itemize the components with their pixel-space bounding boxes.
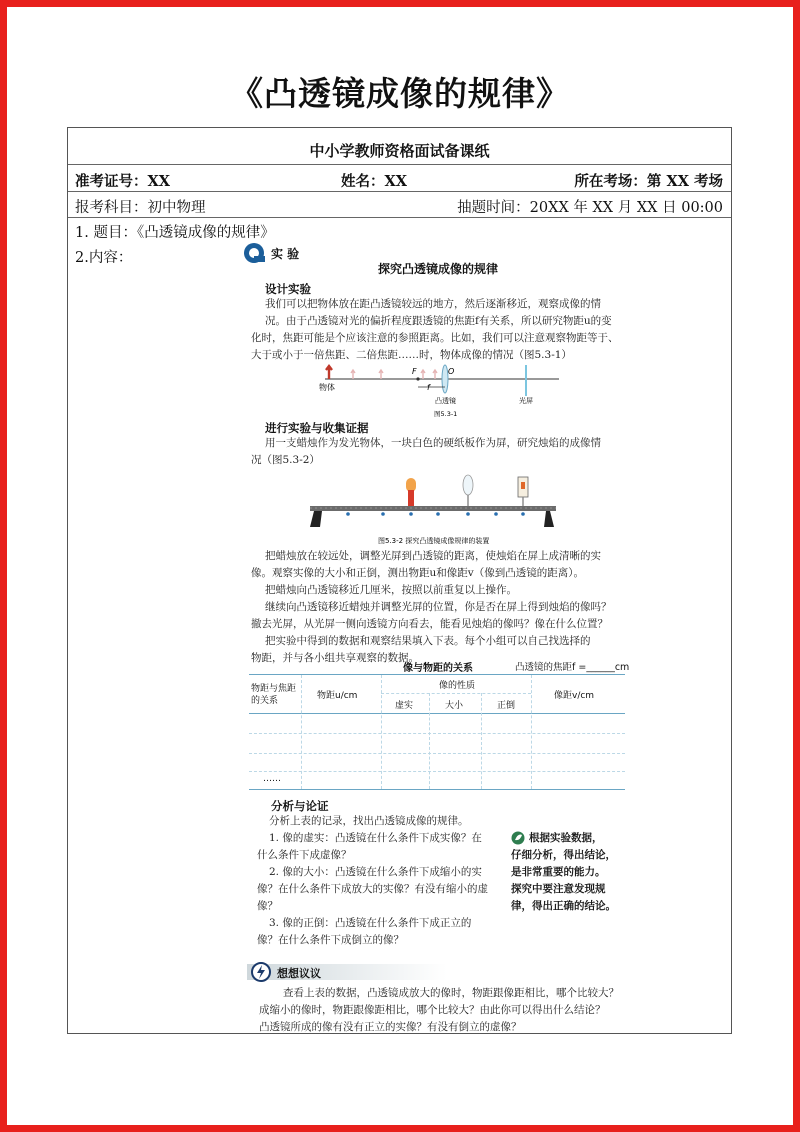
exam-venue: 所在考场：第 XX 考场 — [574, 173, 723, 190]
optical-bench-rail — [310, 506, 556, 511]
data-table — [249, 674, 625, 790]
textbook-excerpt — [243, 240, 633, 1033]
think-text: 查看上表的数据，凸透镜成放大的像时，物距跟像距相比，哪个比较大？ 成缩小的像时，物距跟像距相比，哪个比较大？由此你可以得出什么结论？ 凸透镜所成的像有没有正立的实像？有没有倒立的虚像？ — [259, 987, 619, 1033]
experiment-title: 探究凸透镜成像的规律 — [377, 262, 498, 276]
table-header-cell: 像距v/cm — [554, 691, 595, 701]
experiment-badge: 实 验 — [243, 242, 313, 264]
page-title: 《凸透镜成像的规律》 — [230, 74, 570, 113]
svg-text:图5.3-1: 图5.3-1 — [434, 410, 458, 418]
sheet-title: 中小学教师资格面试备课纸 — [309, 142, 490, 160]
svg-text:图5.3-2 探究凸透镜成像规律的装置: 图5.3-2 探究凸透镜成像规律的装置 — [378, 537, 490, 545]
candidate-name: 姓名：XX — [341, 173, 408, 190]
bench-leg-left — [310, 511, 322, 527]
object-arrow — [351, 370, 355, 379]
design-heading: 设计实验 — [265, 282, 311, 296]
figure-lens-axis — [319, 362, 563, 420]
analysis-text: 分析上表的记录，找出凸透镜成像的规律。 1. 像的虚实：凸透镜在什么条件下成实像？在 什么条件下成虚像？ 2. 像的大小：凸透镜在什么条件下成缩小的实 像？在什么条件下成放大的实像？有没有缩小的虚 像？ 3. 像的正倒：凸透镜在什么条件下成正立的 像？在什么条件下成倒立的像？ — [257, 815, 488, 946]
table-subheader-cell: 正倒 — [497, 701, 516, 711]
procedure-text: 把蜡烛放在较远处，调整光屏到凸透镜的距离，使烛焰在屏上成清晰的实 像。观察实像的大小和正倒，测出物距u和像距v（像到凸透镜的距离）。 把蜡烛向凸透镜移近几厘米，按照以前重复以上操作。 继续向凸透镜移近蜡烛并调整光屏的位置，你是否在屏上得到烛焰的像吗？ 撤去光屏，从光屏一侧向透镜方向看去，能看见烛焰的像吗？像在什么位置？ 把实验中得到的数据和观察结果填入下表。每个小组可以自己找选择的 物距，并与各小组共享观察的数据。 — [251, 550, 612, 664]
table-header-cell: 物距u/cm — [317, 691, 358, 701]
svg-text:F: F — [412, 367, 417, 376]
table-ellipsis: …… — [263, 774, 281, 784]
svg-text:光屏: 光屏 — [519, 397, 533, 405]
candle — [408, 490, 414, 506]
divider — [68, 191, 731, 192]
sidenote: 根据实验数据， 仔细分析，得出结论， 是非常重要的能力。 探究中要注意发现规 律，得出正确的结论。 — [511, 832, 616, 912]
figure-optical-bench — [308, 473, 563, 549]
divider — [68, 217, 731, 218]
table-header-cell: 物距与焦距的关系 — [251, 684, 297, 706]
focal-point — [416, 377, 419, 380]
object-arrow — [326, 366, 332, 379]
lesson-topic: 1. 题目：《凸透镜成像的规律》 — [75, 225, 275, 241]
svg-text:凸透镜: 凸透镜 — [435, 397, 456, 405]
collect-text: 用一支蜡烛作为发光物体，一块白色的硬纸板作为屏，研究烛焰的成像情 况（图5.3-2） — [251, 437, 601, 466]
table-subheader-cell: 大小 — [445, 701, 464, 711]
table-header-cell: 像的性质 — [439, 681, 476, 691]
design-text: 我们可以把物体放在距凸透镜较远的地方，然后逐渐移近，观察成像的情 况。由于凸透镜对光的偏折程度跟透镜的焦距f有关系，所以研究物距u的变 化时，焦距可能是个应该注意的参照距离。比如，我们可以注意观察物距等于、 大于或小于一倍焦距、二倍焦距……时，物体成像的情况（图5.3-1） — [251, 298, 619, 361]
draw-time: 抽题时间：20XX 年 XX 月 XX 日 00:00 — [457, 200, 723, 216]
content-label: 2.内容： — [75, 250, 133, 266]
convex-lens — [463, 475, 473, 495]
exam-number: 准考证号：XX — [75, 173, 171, 190]
object-arrow — [421, 370, 425, 379]
table-subheader-cell: 虚实 — [395, 701, 414, 711]
divider — [68, 164, 731, 165]
svg-text:O: O — [448, 367, 455, 376]
svg-text:f: f — [427, 383, 430, 392]
think-discuss-banner: 想想议议 — [247, 962, 447, 982]
subject: 报考科目：初中物理 — [75, 200, 206, 216]
table-title: 像与物距的关系 — [403, 663, 473, 674]
collect-heading: 进行实验与收集证据 — [265, 421, 369, 435]
object-arrow — [379, 370, 383, 379]
focal-length-note: 凸透镜的焦距f =______cm — [515, 662, 630, 673]
leaf-icon — [511, 831, 525, 845]
lightning-icon — [251, 962, 271, 982]
analysis-heading: 分析与论证 — [271, 799, 329, 813]
svg-text:物体: 物体 — [319, 383, 335, 392]
object-arrow — [433, 370, 437, 379]
bench-leg-right — [544, 511, 554, 527]
candle-flame — [406, 478, 416, 492]
